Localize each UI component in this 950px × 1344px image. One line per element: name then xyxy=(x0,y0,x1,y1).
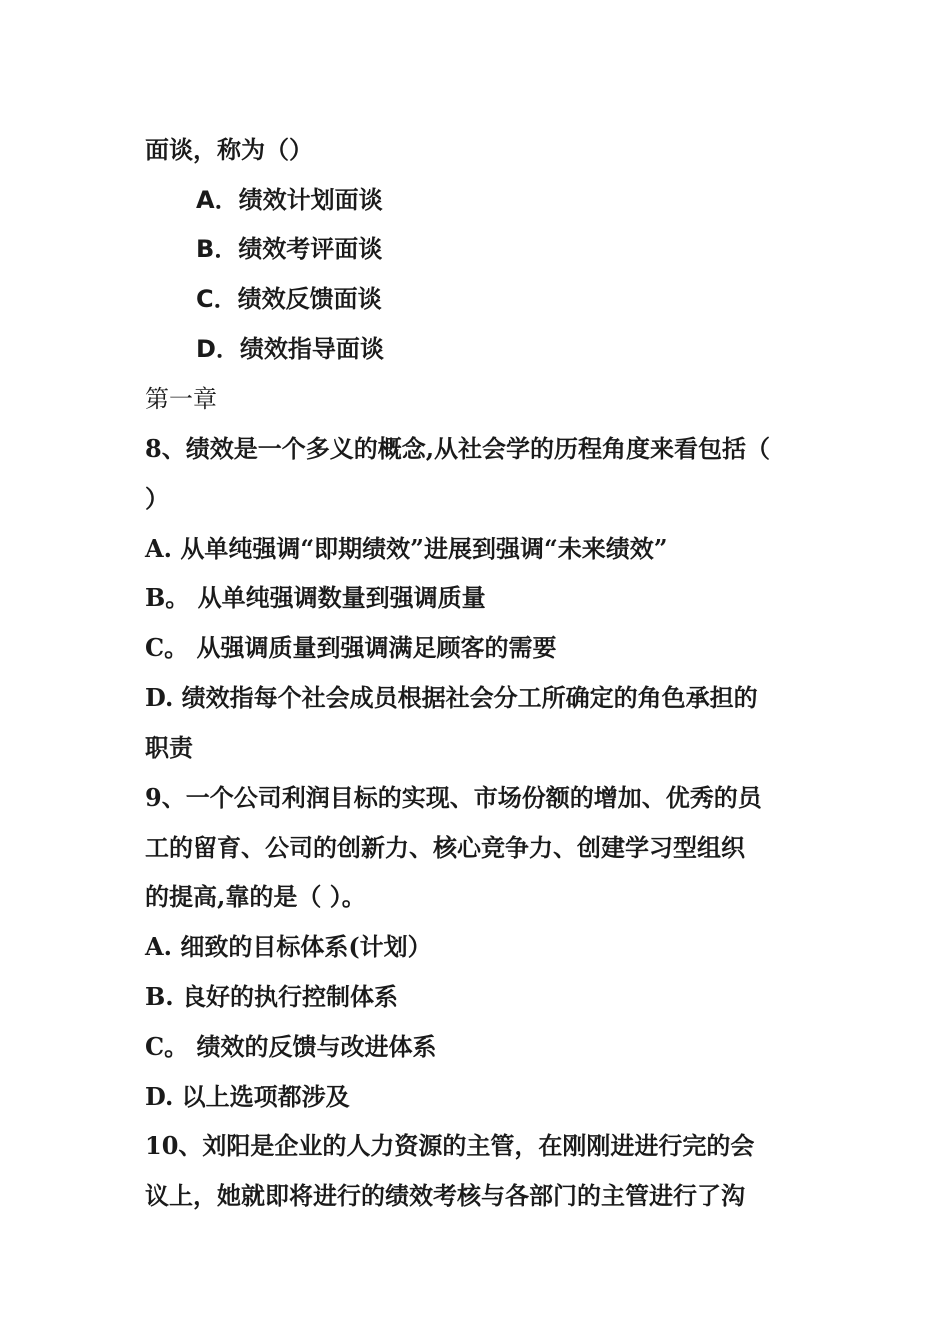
option-b: B．绩效考评面谈 xyxy=(196,235,383,263)
q8-option-b: B。 从单纯强调数量到强调质量 xyxy=(145,583,486,612)
question-9-line-3: 的提高,靠的是（ ）。 xyxy=(145,882,366,911)
question-10-line-2: 议上，她就即将进行的绩效考核与各部门的主管进行了沟 xyxy=(145,1181,745,1210)
question-10: 10、刘阳是企业的人力资源的主管，在刚刚进进行完的会 xyxy=(145,1131,755,1160)
q9-option-c: C。 绩效的反馈与改进体系 xyxy=(145,1032,437,1061)
question-8-continuation: ） xyxy=(145,484,169,513)
question-9: 9、一个公司利润目标的实现、市场份额的增加、优秀的员 xyxy=(145,783,762,812)
q8-option-c: C。 从强调质量到强调满足顾客的需要 xyxy=(145,633,557,662)
question-8: 8、绩效是一个多义的概念,从社会学的历程角度来看包括（ xyxy=(145,434,771,463)
question-9-line-2: 工的留育、公司的创新力、核心竞争力、创建学习型组织 xyxy=(145,833,745,862)
q9-option-d: D. 以上选项都涉及 xyxy=(145,1082,350,1111)
q9-option-b: B. 良好的执行控制体系 xyxy=(145,982,398,1011)
chapter-heading: 第一章 xyxy=(145,385,217,413)
option-d: D．绩效指导面谈 xyxy=(196,335,384,363)
option-a: A．绩效计划面谈 xyxy=(196,186,383,214)
option-c: C．绩效反馈面谈 xyxy=(196,285,382,313)
question-stem-continuation: 面谈，称为（） xyxy=(145,135,313,164)
q8-option-d-continuation: 职责 xyxy=(145,733,193,762)
q8-option-a: A. 从单纯强调“即期绩效”进展到强调“未来绩效” xyxy=(145,534,668,563)
q8-option-d: D. 绩效指每个社会成员根据社会分工所确定的角色承担的 xyxy=(145,683,758,712)
q9-option-a: A. 细致的目标体系(计划） xyxy=(145,932,432,961)
